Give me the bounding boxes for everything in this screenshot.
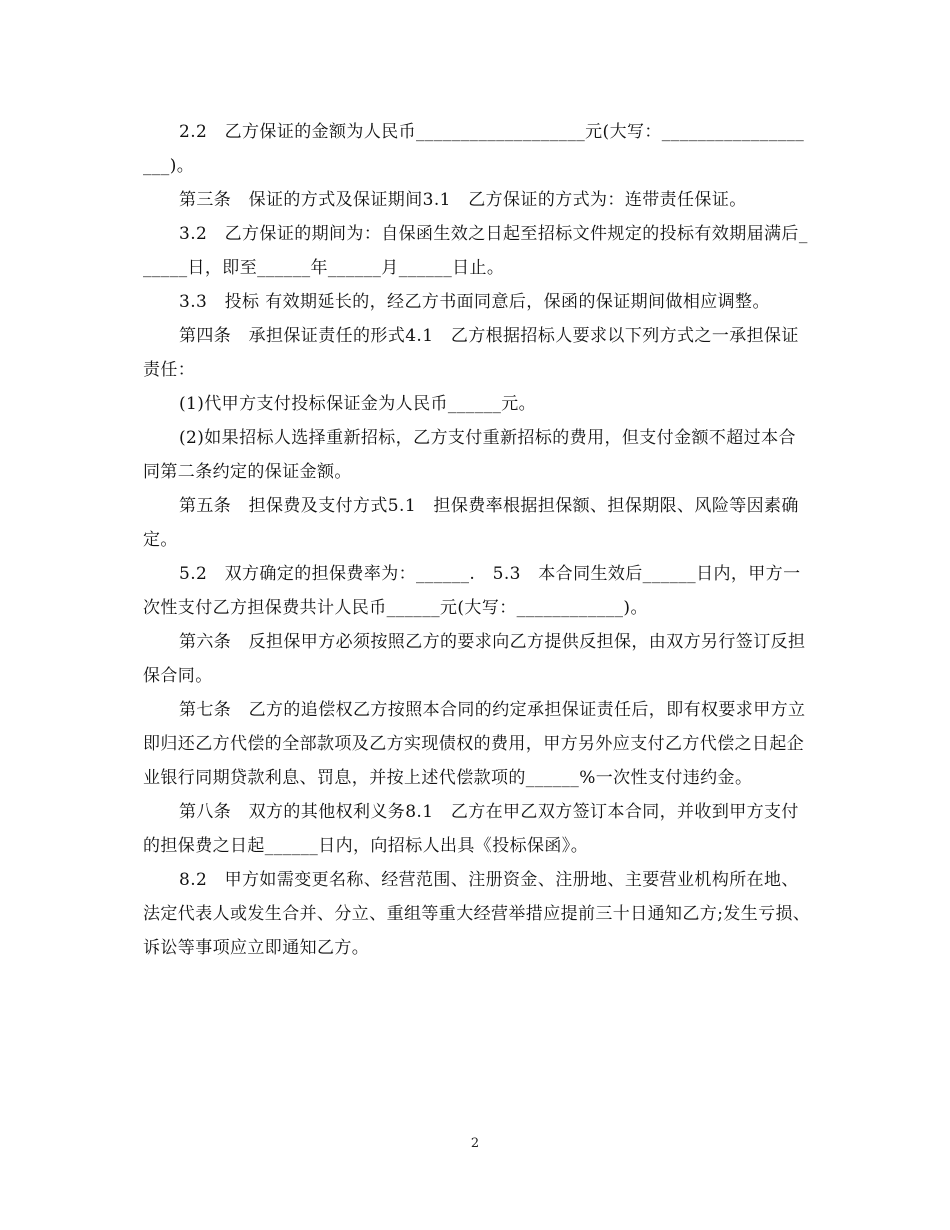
paragraph-3-3: 3.3 投标 有效期延长的，经乙方书面同意后，保函的保证期间做相应调整。 bbox=[179, 292, 770, 312]
paragraph-article-8: 第八条 双方的其他权利义务8.1 乙方在甲乙双方签订本合同，并收到甲方支付的担保费之日起______日内，向招标人出具《投标保函》。 bbox=[143, 802, 799, 856]
paragraph-article-5: 第五条 担保费及支付方式5.1 担保费率根据担保额、担保期限、风险等因素确定。 bbox=[143, 496, 799, 550]
paragraph-article-7: 第七条 乙方的追偿权乙方按照本合同的约定承担保证责任后，即有权要求甲方立即归还乙方代偿的全部款项及乙方实现债权的费用，甲方另外应支付乙方代偿之日起企业银行同期贷款利息、罚息，并按上述代偿款项的______%一次性支付违约金。 bbox=[143, 700, 806, 788]
page-number: 2 bbox=[470, 1136, 480, 1151]
paragraph-2-2: 2.2 乙方保证的金额为人民币___________________元(大写：___________________)。 bbox=[143, 122, 805, 176]
paragraph-8-2: 8.2 甲方如需变更名称、经营范围、注册资金、注册地、主要营业机构所在地、法定代表人或发生合并、分立、重组等重大经营举措应提前三十日通知乙方;发生亏损、诉讼等事项应立即通知乙方。 bbox=[143, 870, 811, 958]
paragraph-article-6: 第六条 反担保甲方必须按照乙方的要求向乙方提供反担保，由双方另行签订反担保合同。 bbox=[143, 632, 806, 686]
paragraph-article-3: 第三条 保证的方式及保证期间3.1 乙方保证的方式为：连带责任保证。 bbox=[179, 190, 747, 210]
paragraph-3-2: 3.2 乙方保证的期间为：自保函生效之日起至招标文件规定的投标有效期届满后______日，即至______年______月______日止。 bbox=[143, 224, 808, 278]
paragraph-5-2: 5.2 双方确定的担保费率为：______. 5.3 本合同生效后______日内，甲方一次性支付乙方担保费共计人民币______元(大写：____________)。 bbox=[143, 564, 801, 618]
paragraph-article-4: 第四条 承担保证责任的形式4.1 乙方根据招标人要求以下列方式之一承担保证责任： bbox=[143, 326, 799, 380]
document-body bbox=[143, 115, 813, 965]
paragraph-item-2: (2)如果招标人选择重新招标，乙方支付重新招标的费用，但支付金额不超过本合同第二条约定的保证金额。 bbox=[143, 428, 796, 482]
paragraph-item-1: (1)代甲方支付投标保证金为人民币______元。 bbox=[179, 394, 537, 414]
